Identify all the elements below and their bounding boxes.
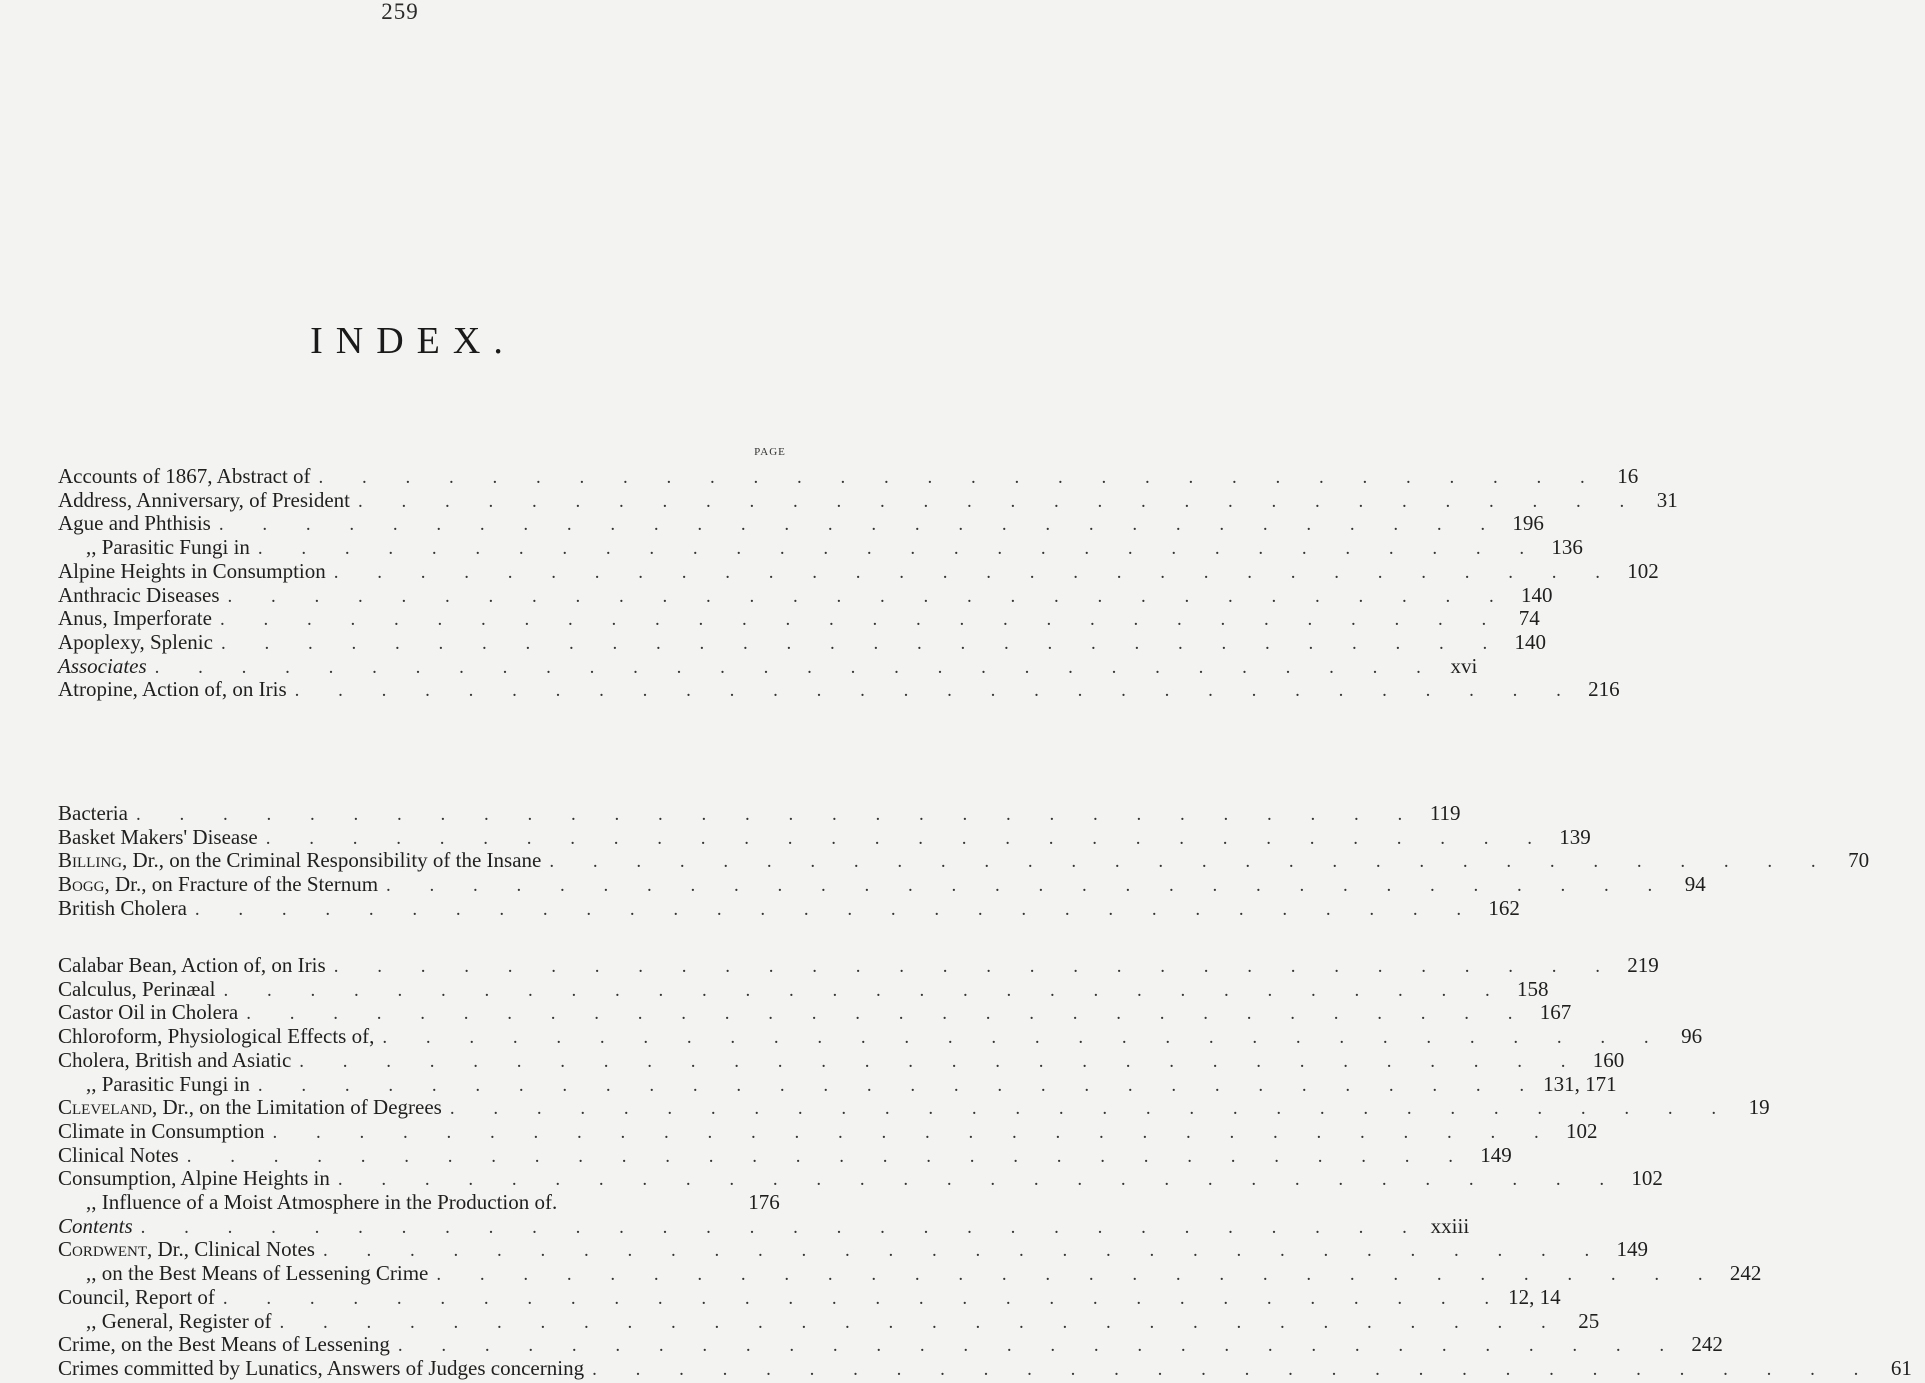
entry-label: Castor Oil in Cholera bbox=[58, 1000, 239, 1025]
entry-page: 242 bbox=[1729, 1261, 1762, 1286]
index-entry bbox=[58, 824, 1591, 850]
index-entry bbox=[58, 463, 1639, 489]
entry-label: ,, on the Best Means of Lessening Crime bbox=[86, 1261, 429, 1286]
dot-leader: . . . . . . . . . . . . . . . . . . . . . . . . . . . . . . bbox=[436, 1264, 1720, 1286]
entry-page: 160 bbox=[1592, 1047, 1625, 1072]
index-entry bbox=[58, 847, 1870, 873]
index-entry bbox=[58, 676, 1620, 702]
dot-leader: . . . . . . . . . . . . . . . . . . . . . . . . . . . . . . bbox=[246, 1003, 1530, 1025]
index-entry bbox=[58, 895, 1520, 921]
dot-leader: . . . . . . . . . . . . . . . . . . . . . . . . . . . . . . bbox=[220, 632, 1505, 654]
entry-page: 96 bbox=[1681, 1024, 1703, 1049]
dot-leader: . . . . . . . . . . . . . . . . . . . . . . . . . . . . . . bbox=[386, 875, 1670, 897]
entry-page: 136 bbox=[1551, 535, 1583, 560]
entry-label: Apoplexy, Splenic bbox=[58, 629, 213, 654]
entry-label: Alpine Heights in Consumption bbox=[58, 558, 326, 583]
entry-page: 167 bbox=[1539, 1000, 1572, 1025]
entry-page: 131, 171 bbox=[1543, 1071, 1617, 1096]
index-entry bbox=[58, 510, 1544, 536]
dot-leader: . . . . . . . . . . . . . . . . . . . . . . . . . . . . . . bbox=[592, 1358, 1876, 1380]
dot-leader: . . . . . . . . . . . . . . . . . . . . . . . . . . . . . . bbox=[257, 1074, 1542, 1096]
page-column-label: PAGE bbox=[754, 446, 786, 458]
dot-leader: . . . . . . . . . . . . . . . . . . . . . . . . . . . . . . bbox=[318, 467, 1602, 488]
entry-page: 31 bbox=[1656, 487, 1678, 512]
dot-leader: . . . . . . . . . . . . . . . . . . . . . . . . . . . . . . bbox=[135, 804, 1420, 825]
entry-page: 16 bbox=[1617, 464, 1639, 488]
index-entry bbox=[58, 605, 1540, 631]
index-entry bbox=[58, 582, 1553, 608]
dot-leader: . . . . . . . . . . . . . . . . . . . . . . . . . . . . . . bbox=[223, 979, 1507, 1001]
index-entry bbox=[58, 1118, 1598, 1144]
entry-label: Contents bbox=[58, 1213, 133, 1238]
index-entry bbox=[58, 1189, 788, 1215]
dot-leader: . . . . . . . . . . . . . . . . . . . . . . . . . . . . . . bbox=[299, 1050, 1583, 1072]
index-entry bbox=[58, 800, 1461, 826]
entry-label: Address, Anniversary, of President bbox=[58, 487, 351, 512]
index-entry bbox=[58, 952, 1659, 978]
index-entry bbox=[58, 1308, 1600, 1334]
index-entry bbox=[58, 1331, 1723, 1357]
index-entry bbox=[58, 1284, 1561, 1310]
index-entry bbox=[58, 534, 1583, 560]
dot-leader: . . . . . . . . . . . . . . . . . . . . . . . . . . . . . . bbox=[227, 585, 1511, 607]
entry-page: 74 bbox=[1518, 606, 1540, 631]
entry-page: xxiii bbox=[1430, 1213, 1470, 1238]
entry-label: ,, General, Register of bbox=[86, 1308, 272, 1333]
entry-page: 149 bbox=[1480, 1142, 1512, 1167]
dot-leader: . . . . . . . . . . . . . . . . . . . . . . . . . . . . . . bbox=[272, 1121, 1556, 1143]
dot-leader: . . . . . . . . . . . . . . . . . . . . . . . . . . . . . . bbox=[194, 898, 1479, 920]
entry-page: 61 bbox=[1890, 1355, 1912, 1380]
dot-leader: . . . . . . . . . . . . . . . . . . . . . . . . . . . . . . bbox=[382, 1027, 1666, 1049]
entry-page: 242 bbox=[1691, 1332, 1723, 1357]
entry-page: 216 bbox=[1588, 677, 1620, 702]
entry-label: Consumption, Alpine Heights in bbox=[58, 1166, 330, 1191]
entry-page: 25 bbox=[1578, 1308, 1600, 1333]
dot-leader: . . . . . . . . . . . . . . . . . . . . . . . . . . . . . . bbox=[549, 851, 1833, 873]
entry-page: 140 bbox=[1514, 629, 1546, 654]
entry-page: 140 bbox=[1521, 582, 1553, 607]
entry-page: xvi bbox=[1450, 653, 1478, 678]
dot-leader: . . . . . . . . . . . . . . . . . . . . . . . . . . . . . . bbox=[358, 490, 1642, 512]
entry-label: Chloroform, Physiological Effects of, bbox=[58, 1024, 375, 1049]
index-entry bbox=[58, 1047, 1625, 1073]
dot-leader: . . . . . . . . . . . . . . . . . . . . . . . . . . . . . . bbox=[333, 561, 1617, 583]
dot-leader: . . . . . . . . . . . . . . . . . . . . . . . . . . . . . . bbox=[186, 1145, 1470, 1167]
entry-page: 176 bbox=[748, 1190, 780, 1214]
entry-label: Cordwent, Dr., Clinical Notes bbox=[58, 1237, 315, 1262]
dot-leader: . . . . . . . . . . . . . . . . . . . . . . . . . . . . . . bbox=[449, 1098, 1734, 1120]
entry-page: 139 bbox=[1559, 824, 1591, 849]
entry-label: ,, Parasitic Fungi in bbox=[86, 535, 250, 560]
entry-label: Atropine, Action of, on Iris bbox=[58, 677, 287, 702]
entry-label: Ague and Phthisis bbox=[58, 511, 211, 536]
entry-label: Calabar Bean, Action of, on Iris bbox=[58, 953, 326, 977]
entry-label: British Cholera bbox=[58, 895, 187, 920]
dot-leader: . . . . . . . . . . . . . . . . . . . . . . . . . . . . . . bbox=[154, 656, 1438, 678]
entry-label: ,, Parasitic Fungi in bbox=[86, 1071, 250, 1096]
index-entry bbox=[58, 1260, 1762, 1286]
page-number: 259 bbox=[381, 0, 419, 24]
dot-leader: . . . . . . . . . . . . . . . . . . . . . . . . . . . . . . bbox=[397, 1335, 1682, 1357]
entry-label: Associates bbox=[58, 653, 147, 678]
index-entry bbox=[58, 1236, 1648, 1262]
index-entry bbox=[58, 558, 1659, 584]
entry-label: Anthracic Diseases bbox=[58, 582, 220, 607]
entry-page: 70 bbox=[1848, 848, 1870, 873]
entry-label: Billing, Dr., on the Criminal Responsibility of the Insane bbox=[58, 848, 542, 873]
entry-page: 102 bbox=[1631, 1166, 1663, 1191]
entry-page: 219 bbox=[1627, 953, 1659, 977]
entry-label: Anus, Imperforate bbox=[58, 606, 212, 631]
dot-leader: . . . . . . . . . . . . . . . . . . . . . . . . . . . . . . bbox=[257, 538, 1542, 560]
index-entry bbox=[58, 976, 1549, 1002]
index-entry bbox=[58, 999, 1572, 1025]
index-entry bbox=[58, 1023, 1703, 1049]
entry-label: Climate in Consumption bbox=[58, 1118, 265, 1143]
dot-leader: . . . . . . . . . . . . . . . . . . . . . . . . . . . . . . bbox=[322, 1240, 1607, 1262]
entry-page: 19 bbox=[1748, 1095, 1770, 1120]
index-entry bbox=[58, 1071, 1617, 1097]
entry-page: 196 bbox=[1512, 511, 1544, 536]
entry-page: 149 bbox=[1616, 1237, 1648, 1262]
entry-page: 158 bbox=[1516, 976, 1549, 1001]
entry-label: Basket Makers' Disease bbox=[58, 824, 258, 849]
entry-page: 102 bbox=[1627, 558, 1659, 583]
entry-label: Cholera, British and Asiatic bbox=[58, 1047, 292, 1072]
index-entry bbox=[58, 1165, 1663, 1191]
index-entry bbox=[58, 629, 1546, 655]
entry-page: 94 bbox=[1684, 872, 1706, 897]
dot-leader: . . . . . . . . . . . . . . . . . . . . . . . . . . . . . . bbox=[219, 609, 1504, 631]
dot-leader: . . . . . . . . . . . . . . . . . . . . . . . . . . . . . . bbox=[218, 514, 1503, 536]
index-entry bbox=[58, 487, 1678, 513]
entry-label: Calculus, Perinæal bbox=[58, 976, 216, 1001]
index-entry bbox=[58, 1355, 1912, 1381]
dot-leader: . . . . . . . . . . . . . . . . . . . . . . . . . . . . . . bbox=[279, 1311, 1563, 1333]
index-title: INDEX. bbox=[310, 320, 516, 362]
dot-leader: . . . . . . . . . . . . . . . . . . . . . . . . . . . . . . bbox=[333, 956, 1617, 977]
entry-label: Accounts of 1867, Abstract of bbox=[58, 464, 311, 488]
entry-label: Crimes committed by Lunatics, Answers of Judges concerning bbox=[58, 1355, 585, 1380]
dot-leader: . . . . . . . . . . . . . . . . . . . . . . . . . . . . . . bbox=[140, 1216, 1424, 1238]
dot-leader: . . . . . . . . . . . . . . . . . . . . . . . . . . . . . . bbox=[294, 680, 1578, 702]
entry-label: Bacteria bbox=[58, 801, 128, 825]
entry-label: ,, Influence of a Moist Atmosphere in the Production of. bbox=[86, 1190, 558, 1214]
entry-label: Council, Report of bbox=[58, 1284, 215, 1309]
entry-page: 12, 14 bbox=[1508, 1284, 1561, 1309]
entry-page: 162 bbox=[1488, 895, 1520, 920]
entry-label: Clinical Notes bbox=[58, 1142, 179, 1167]
index-entry bbox=[58, 653, 1478, 679]
entry-page: 119 bbox=[1429, 801, 1461, 825]
index-entry bbox=[58, 871, 1706, 897]
index-entry bbox=[58, 1142, 1512, 1168]
index-entry bbox=[58, 1094, 1770, 1120]
dot-leader: . . . . . . . . . . . . . . . . . . . . . . . . . . . . . . bbox=[222, 1287, 1507, 1309]
index-entry bbox=[58, 1213, 1470, 1239]
entry-page: 102 bbox=[1566, 1118, 1598, 1143]
dot-leader: . . . . . . . . . . . . . . . . . . . . . . . . . . . . . . bbox=[337, 1169, 1622, 1191]
entry-label: Cleveland, Dr., on the Limitation of Degrees bbox=[58, 1095, 442, 1120]
entry-label: Crime, on the Best Means of Lessening bbox=[58, 1332, 390, 1357]
dot-leader: . . . . . . . . . . . . . . . . . . . . . . . . . . . . . . bbox=[265, 827, 1549, 849]
entry-label: Bogg, Dr., on Fracture of the Sternum bbox=[58, 872, 379, 897]
